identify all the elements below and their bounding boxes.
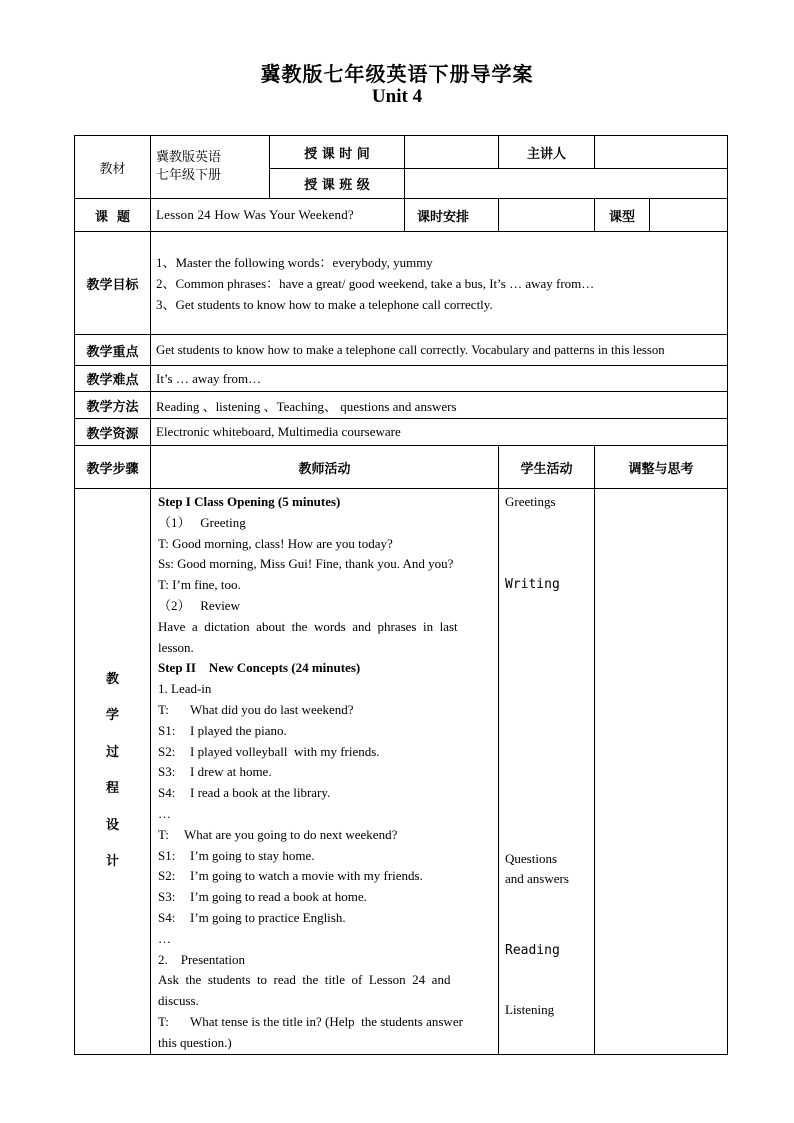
student-activity: Questions <box>505 851 557 866</box>
teacher-line <box>158 700 492 721</box>
step1-heading: Step I Class Opening (5 minutes) <box>158 494 341 509</box>
student-activity: Greetings <box>505 494 556 509</box>
steps-header: 教学步骤 <box>75 446 151 489</box>
teacher-line: lesson. <box>158 639 194 655</box>
teacher-line: Have a dictation about the words and phrases in last <box>158 618 458 634</box>
speaker-tag: S4: <box>158 785 176 801</box>
textbook-value-line2: 七年级下册 <box>156 168 222 183</box>
process-label-char: 过 <box>105 744 119 760</box>
student-activity: Listening <box>505 1002 555 1017</box>
speaker-tag: S1: <box>158 847 176 863</box>
teacher-line <box>158 866 492 887</box>
teacher-line: … <box>158 805 171 821</box>
teacher-header: 教师活动 <box>151 446 499 489</box>
speech-text: I’m going to practice English. <box>190 909 346 925</box>
teacher-line: Ss: Good morning, Miss Gui! Fine, thank you. And you? <box>158 556 454 572</box>
class-value <box>405 169 728 199</box>
teacher-line: T: Good morning, class! How are you today? <box>158 535 393 551</box>
speaker-tag: T: <box>158 1013 169 1029</box>
teacher-line: T: I’m fine, too. <box>158 577 241 593</box>
speech-text: I played the piano. <box>190 722 287 738</box>
teacher-line <box>158 721 492 742</box>
goal-item: 3、Get students to know how to make a telephone call correctly. <box>156 297 493 312</box>
step2-heading: Step II New Concepts (24 minutes) <box>158 660 361 676</box>
difficulty-value: It’s … away from… <box>151 366 728 392</box>
speech-text: What are you going to do next weekend? <box>184 826 398 842</box>
type-value <box>650 199 728 232</box>
process-label-char: 设 <box>105 817 119 833</box>
teacher-line: Ask the students to read the title of Lesson 24 and <box>158 972 451 988</box>
topic-label: 课 题 <box>75 199 151 232</box>
teacher-line: this question.) <box>158 1034 232 1050</box>
student-activities <box>499 489 595 1055</box>
process-label-char: 教 <box>105 671 119 687</box>
process-label-char: 计 <box>105 854 119 870</box>
speaker-label: 主讲人 <box>499 136 595 169</box>
teacher-line: … <box>158 930 171 946</box>
speech-text: What did you do last weekend? <box>190 701 354 717</box>
speech-text: I played volleyball with my friends. <box>190 743 380 759</box>
methods-label: 教学方法 <box>75 392 151 419</box>
teacher-line <box>158 762 492 783</box>
teacher-line <box>158 783 492 804</box>
focus-value: Get students to know how to make a telephone call correctly. Vocabulary and patterns in this lesson <box>151 335 728 366</box>
speaker-tag: S1: <box>158 722 176 738</box>
reflection-header: 调整与思考 <box>595 446 728 489</box>
speaker-value <box>595 136 728 169</box>
hours-value <box>499 199 595 232</box>
unit-title: Unit 4 <box>371 86 423 107</box>
class-label: 授 课 班 级 <box>270 169 405 199</box>
time-label: 授 课 时 间 <box>270 136 405 169</box>
resources-value: Electronic whiteboard, Multimedia courseware <box>151 419 728 446</box>
teacher-line <box>158 742 492 763</box>
hours-label: 课时安排 <box>405 199 499 232</box>
student-activity: Writing <box>505 577 560 592</box>
topic-value: Lesson 24 How Was Your Weekend? <box>151 199 405 232</box>
teacher-line <box>158 908 492 929</box>
speaker-tag: S2: <box>158 743 176 759</box>
speaker-tag: S3: <box>158 764 176 780</box>
type-label: 课型 <box>595 199 650 232</box>
speech-text: I’m going to stay home. <box>190 847 315 863</box>
process-label-char: 程 <box>105 781 119 797</box>
speech-text: I drew at home. <box>190 764 272 780</box>
teacher-line: discuss. <box>158 993 199 1009</box>
speaker-tag: T: <box>158 701 169 717</box>
document-title: 冀教版七年级英语下册导学案 <box>260 62 534 86</box>
teacher-line <box>158 825 492 846</box>
speaker-tag: S2: <box>158 868 176 884</box>
speech-text: What tense is the title in? (Help the students answer <box>190 1013 463 1029</box>
teacher-line <box>158 887 492 908</box>
goal-item: 1、Master the following words：everybody, yummy <box>156 255 433 270</box>
speech-text: I’m going to read a book at home. <box>190 889 367 905</box>
student-activity: Reading <box>505 943 560 958</box>
lesson-plan-table <box>74 135 728 1055</box>
speech-text: I read a book at the library. <box>190 785 331 801</box>
teacher-activities <box>151 489 499 1055</box>
textbook-value <box>151 136 270 199</box>
teacher-line: 2. Presentation <box>158 951 246 967</box>
textbook-label: 教材 <box>75 136 151 199</box>
resources-label: 教学资源 <box>75 419 151 446</box>
process-label <box>75 489 151 1055</box>
reflection-cell <box>595 489 728 1055</box>
speaker-tag: S3: <box>158 889 176 905</box>
teacher-line: 1. Lead-in <box>158 681 212 697</box>
speaker-tag: T: <box>158 826 169 842</box>
process-label-char: 学 <box>105 708 119 724</box>
methods-value: Reading 、listening 、Teaching、 questions and answers <box>151 392 728 419</box>
teacher-line <box>158 846 492 867</box>
students-header: 学生活动 <box>499 446 595 489</box>
teacher-line <box>158 1012 492 1033</box>
teacher-line: （1） Greeting <box>158 514 246 530</box>
focus-label: 教学重点 <box>75 335 151 366</box>
student-activity: and answers <box>505 871 569 886</box>
speech-text: I’m going to watch a movie with my friends. <box>190 868 423 884</box>
goal-item: 2、Common phrases：have a great/ good weekend, take a bus, It’s … away from… <box>156 276 595 291</box>
difficulty-label: 教学难点 <box>75 366 151 392</box>
teacher-line: （2） Review <box>158 597 240 613</box>
goals-list <box>151 232 728 335</box>
goals-label: 教学目标 <box>75 232 151 335</box>
speaker-tag: S4: <box>158 909 176 925</box>
time-value <box>405 136 499 169</box>
textbook-value-line1: 冀教版英语 <box>156 150 222 165</box>
